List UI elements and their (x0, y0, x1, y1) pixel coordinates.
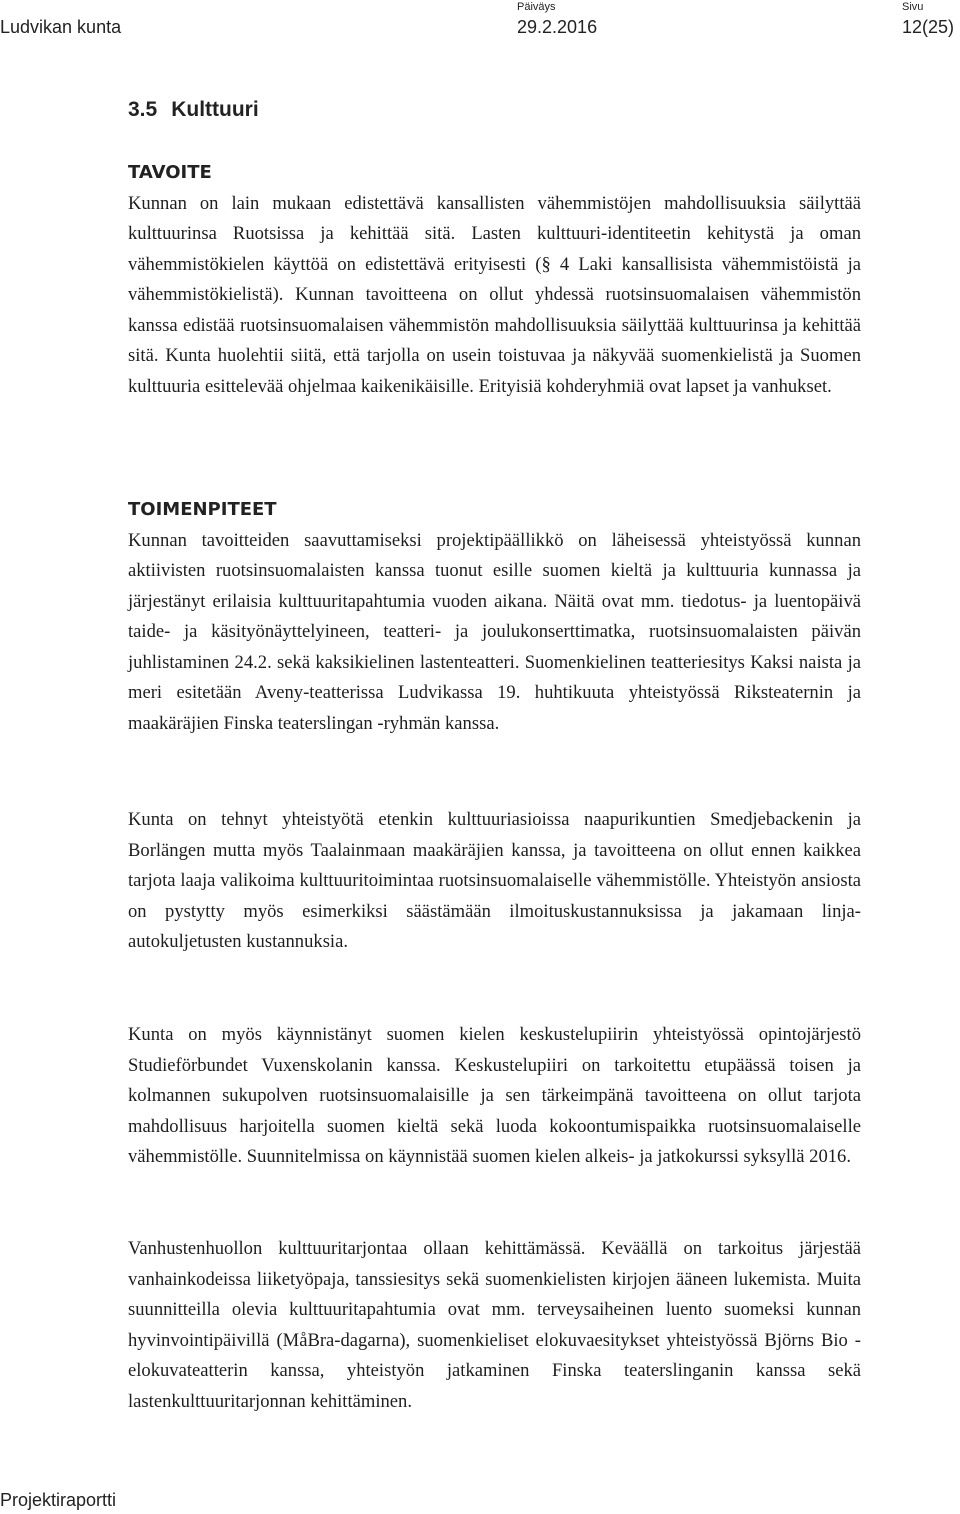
toimenpiteet-block (128, 495, 861, 739)
toimenpiteet-paragraph-4: Vanhustenhuollon kulttuuritarjontaa ollaan kehittämässä. Keväällä on tarkoitus järjestää vanhainkodeissa liiketyöpaja, tanssiesitys sekä suomenkielisten kirjojen ääneen lukemista. Muita suunnitteilla olevia kulttuuritapahtumia ovat mm. terveysaiheinen luento suomeksi kunnan hyvinvointipäivillä (MåBra-dagarna), suomenkieliset elokuvaesitykset yhteistyössä Björns Bio -elokuvateatterin kanssa, yhteistyön jatkaminen Finska teaterslinganin kanssa sekä lastenkulttuuritarjonnan kehittäminen. (128, 1238, 861, 1412)
page-footer: Projektiraportti (0, 1490, 117, 1510)
tavoite-heading: TAVOITE (128, 162, 212, 183)
toimenpiteet-paragraph-4-block (128, 1234, 861, 1417)
toimenpiteet-paragraph-3: Kunta on myös käynnistänyt suomen kielen keskustelupiirin yhteistyössä opintojärjestö Studieförbundet Vuxenskolanin kanssa. Keskustelupiiri on tarkoitettu etupäässä toisen ja kolmannen sukupolven ruotsinsuomalaisille ja sen tärkeimpänä tavoitteena on ollut tarjota mahdollisuus harjoitella suomen kieltä sekä luoda kokoontumispaikka ruotsinsuomalaiselle vähemmistölle. Suunnitelmissa on käynnistää suomen kielen alkeis- ja jatkokurssi syksyllä 2016. (128, 1024, 861, 1167)
tavoite-paragraph: Kunnan on lain mukaan edistettävä kansallisten vähemmistöjen mahdollisuuksia säilyttää kulttuurinsa Ruotsissa ja kehittää sitä. Lasten kulttuuri-identiteetin kehitystä ja oman vähemmistökielen käyttöä on edistettävä erityisesti (§ 4 Laki kansallisista vähemmistöistä ja vähemmistökielistä). Kunnan tavoitteena on ollut yhdessä ruotsinsuomalaisen vähemmistön kanssa edistää ruotsinsuomalaisen vähemmistön mahdollisuuksia säilyttää kulttuurinsa ja kehittää sitä. Kunta huolehtii siitä, että tarjolla on usein toistuvaa ja näkyvää suomenkielistä ja Suomen kulttuuria esittelevää ohjelmaa kaikenikäisille. Erityisiä kohderyhmiä ovat lapset ja vanhukset. (128, 192, 861, 397)
tavoite-block (128, 158, 861, 402)
date-caption: Päiväys (517, 1, 556, 13)
toimenpiteet-paragraph-2-block (128, 805, 861, 958)
toimenpiteet-heading: TOIMENPITEET (128, 499, 277, 520)
page-number: 12(25) (902, 17, 955, 37)
page-caption: Sivu (902, 1, 924, 13)
section-title-text: Kulttuuri (171, 98, 259, 121)
organization-name: Ludvikan kunta (0, 17, 122, 37)
toimenpiteet-paragraph-2: Kunta on tehnyt yhteistyötä etenkin kulttuuriasioissa naapurikuntien Smedjebackenin ja Borlängen mutta myös Taalainmaan maakäräjien kanssa, ja tavoitteena on ollut ennen kaikkea tarjota laaja valikoima kulttuuritoimintaa ruotsinsuomalaiselle vähemmistölle. Yhteistyön ansiosta on pystytty myös esimerkiksi säästämään ilmoituskustannuksissa ja jakamaan linja-autokuljetusten kustannuksia. (128, 809, 861, 952)
date-value: 29.2.2016 (517, 17, 598, 37)
section-number: 3.5 (128, 98, 158, 121)
toimenpiteet-paragraph-1: Kunnan tavoitteiden saavuttamiseksi projektipäällikkö on läheisessä yhteistyössä kunnan aktiivisten ruotsinsuomalaisten kanssa tuonut esille suomen kieltä ja kulttuuria kunnassa ja järjestänyt erilaisia kulttuuritapahtumia vuoden aikana. Näitä ovat mm. tiedotus- ja luentopäivä taide- ja käsityönäyttelyineen, teatteri- ja joulukonserttimatka, ruotsinsuomalaisten päivän juhlistaminen 24.2. sekä kaksikielinen lastenteatteri. Suomenkielinen teatteriesitys Kaksi naista ja meri esitetään Aveny-teatterissa Ludvikassa 19. huhtikuuta yhteistyössä Riksteaternin ja maakäräjien Finska teaterslingan -ryhmän kanssa. (128, 529, 861, 734)
section-title (128, 98, 259, 122)
toimenpiteet-paragraph-3-block (128, 1020, 861, 1173)
